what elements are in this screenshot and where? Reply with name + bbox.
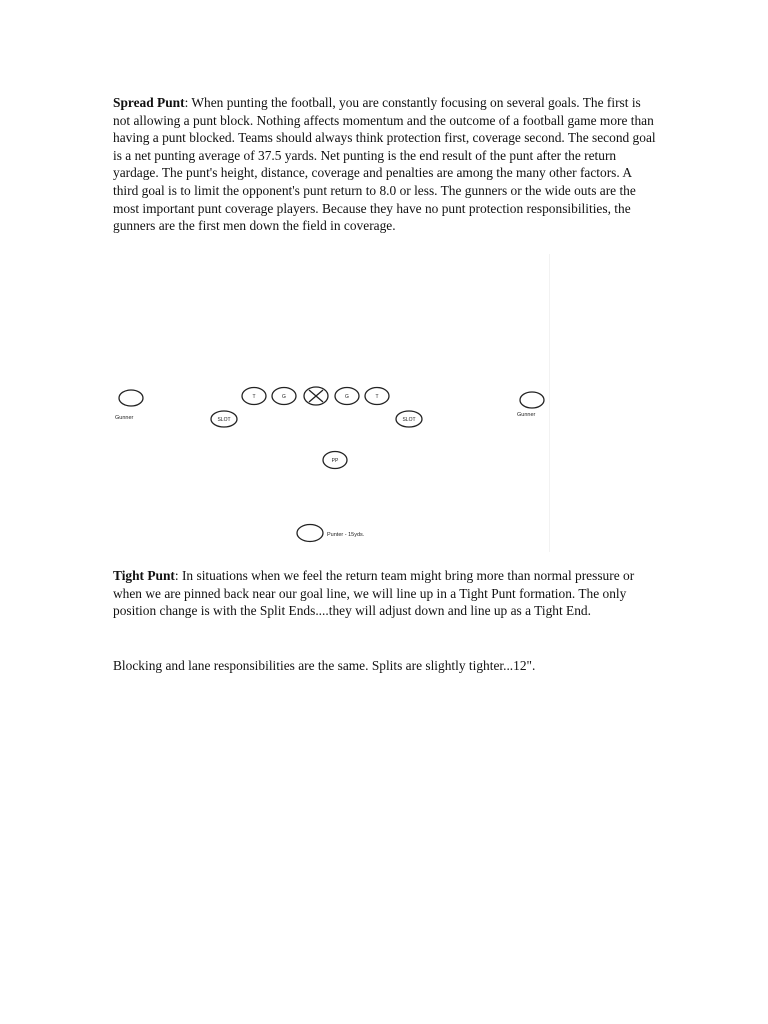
guard-right-label: G — [345, 394, 349, 400]
tight-punt-paragraph — [113, 567, 658, 620]
slot-right-label: SLOT — [402, 417, 416, 423]
punter — [297, 525, 365, 542]
personal-protector-label: PP — [331, 458, 339, 464]
slot-left-label: SLOT — [217, 417, 231, 423]
spread-punt-paragraph — [113, 94, 658, 235]
gunner-right-label: Gunner — [517, 412, 536, 418]
gunner-left-label: Gunner — [115, 415, 134, 421]
spread-punt-heading: Spread Punt — [113, 95, 185, 110]
guard-left — [272, 388, 296, 405]
guard-left-label: G — [282, 394, 286, 400]
gunner-left — [115, 390, 143, 421]
personal-protector — [323, 452, 347, 469]
slot-left — [211, 411, 237, 427]
spread-punt-text: : When punting the football, you are constantly focusing on several goals. The first is not allowing a punt block. Nothing affects momentum and the outcome of a football game more than having a punt blocked. Teams should always think protection first, coverage second. The second goal is a net punting average of 37.5 yards. Net punting is the end result of the punt after the return yardage. The punt's height, distance, coverage and penalties are among the many other factors. A third goal is to limit the opponent's punt return to 8.0 or less. The gunners or the wide outs are the most important punt coverage players. Because they have no punt protection responsibilities, the gunners are the first men down the field in coverage. — [113, 95, 656, 234]
tackle-left-label: T — [252, 394, 256, 400]
spread-punt-formation-diagram — [113, 254, 550, 552]
tight-punt-text: : In situations when we feel the return team might bring more than normal pressure or when we are pinned back near our goal line, we will line up in a Tight Punt formation. The only position change is with the Split Ends....they will adjust down and line up as a Tight End. — [113, 568, 635, 619]
punter-label: Punter - 15yds. — [327, 532, 365, 538]
tight-punt-heading: Tight Punt — [113, 568, 175, 583]
guard-right — [335, 388, 359, 405]
tackle-left — [242, 388, 266, 405]
blocking-note: Blocking and lane responsibilities are the same. Splits are slightly tighter...12". — [113, 658, 536, 673]
slot-right — [396, 411, 422, 427]
center — [304, 387, 328, 405]
tackle-right — [365, 388, 389, 405]
gunner-right — [517, 392, 544, 418]
tackle-right-label: T — [375, 394, 379, 400]
